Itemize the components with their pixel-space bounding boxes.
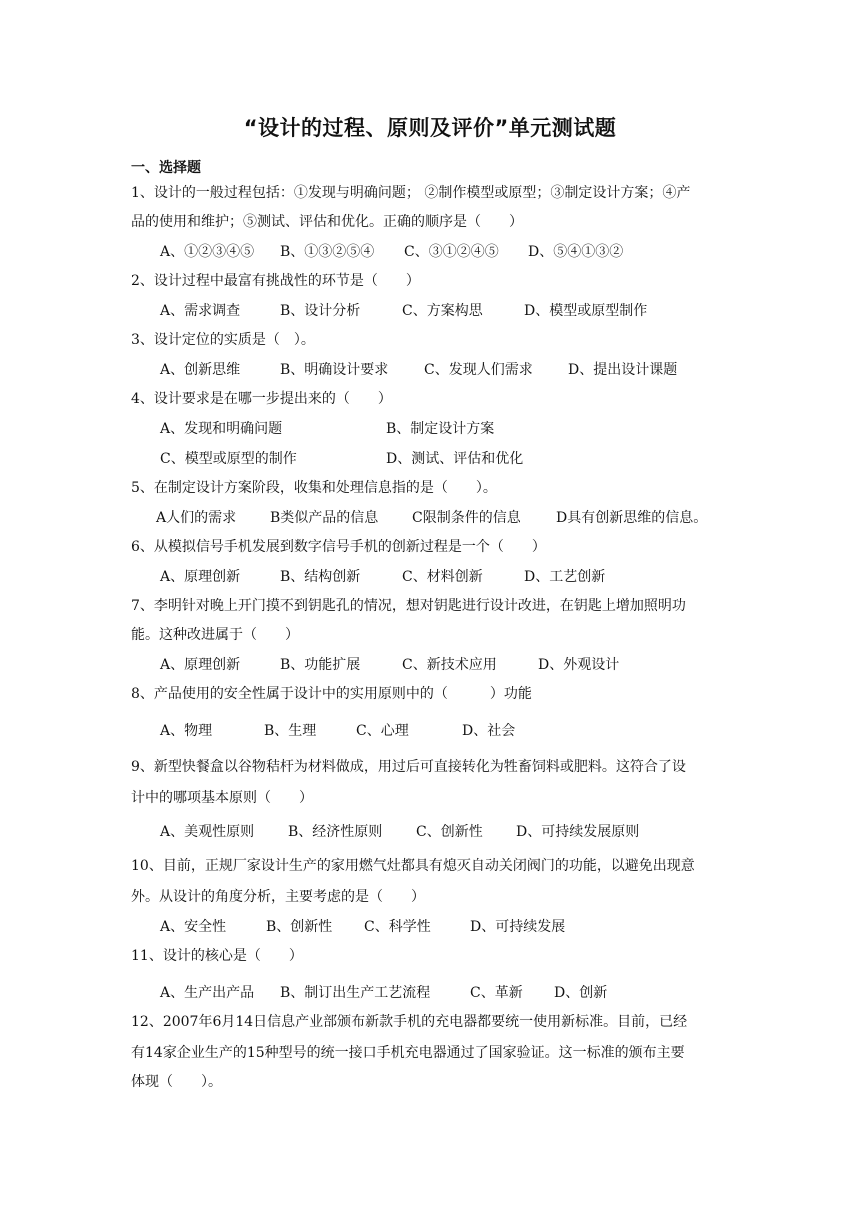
question-6-option-d: D、工艺创新	[524, 569, 606, 585]
question-5-option-b: B类似产品的信息	[270, 510, 379, 526]
question-7-option-a: A、原理创新	[160, 657, 241, 673]
question-9-option-b: B、经济性原则	[288, 824, 383, 840]
question-10-option-b: B、创新性	[266, 919, 333, 935]
question-1-line-1: 1、设计的一般过程包括：①发现与明确问题； ②制作模型或原型；③制定设计方案；④产	[131, 185, 691, 201]
question-6-option-a: A、原理创新	[160, 569, 241, 585]
question-9-option-d: D、可持续发展原则	[516, 824, 640, 840]
question-10-option-d: D、可持续发展	[470, 919, 566, 935]
question-1-option-a: A、①②③④⑤	[160, 244, 255, 260]
question-6-option-c: C、材料创新	[402, 569, 483, 585]
question-10-option-a: A、安全性	[160, 919, 227, 935]
question-6: 6、从模拟信号手机发展到数字信号手机的创新过程是一个（ ）	[131, 539, 546, 555]
question-2-option-a: A、需求调查	[160, 303, 241, 319]
question-9-option-a: A、美观性原则	[160, 824, 255, 840]
question-4-option-a: A、发现和明确问题	[160, 421, 283, 437]
question-10-line-2: 外。从设计的角度分析，主要考虑的是（ ）	[131, 889, 425, 905]
question-10-line-1: 10、目前，正规厂家设计生产的家用燃气灶都具有熄灭自动关闭阀门的功能，以避免出现意	[131, 858, 695, 874]
question-5-option-d: D具有创新思维的信息。	[556, 510, 708, 526]
question-4-option-b: B、制定设计方案	[386, 421, 495, 437]
question-12-line-2: 有14家企业生产的15种型号的统一接口手机充电器通过了国家验证。这一标准的颁布主要	[131, 1045, 685, 1061]
question-3-option-d: D、提出设计课题	[568, 362, 678, 378]
question-11-option-b: B、制订出生产工艺流程	[280, 985, 431, 1001]
question-3: 3、设计定位的实质是（ ）。	[131, 332, 315, 348]
question-10-option-c: C、科学性	[364, 919, 431, 935]
section-heading: 一、选择题	[131, 160, 201, 176]
question-7-option-c: C、新技术应用	[402, 657, 497, 673]
question-11: 11、设计的核心是（ ）	[131, 948, 303, 964]
question-5: 5、在制定设计方案阶段，收集和处理信息指的是（ ）。	[131, 480, 497, 496]
question-8-option-d: D、社会	[462, 723, 516, 739]
question-7-line-1: 7、李明针对晚上开门摸不到钥匙孔的情况，想对钥匙进行设计改进，在钥匙上增加照明功	[131, 598, 686, 614]
question-4-option-d: D、测试、评估和优化	[386, 451, 524, 467]
question-11-option-c: C、革新	[470, 985, 523, 1001]
question-5-option-c: C限制条件的信息	[412, 510, 521, 526]
question-6-option-b: B、结构创新	[280, 569, 361, 585]
question-9-line-2: 计中的哪项基本原则（ ）	[131, 790, 313, 806]
question-4-option-c: C、模型或原型的制作	[160, 451, 297, 467]
question-3-option-c: C、发现人们需求	[424, 362, 533, 378]
question-12-line-1: 12、2007年6月14日信息产业部颁布新款手机的充电器都要统一使用新标准。目前，已经	[131, 1014, 688, 1030]
question-2-option-c: C、方案构思	[402, 303, 483, 319]
question-8-option-c: C、心理	[356, 723, 409, 739]
question-4: 4、设计要求是在哪一步提出来的（ ）	[131, 391, 392, 407]
question-1-option-c: C、③①②④⑤	[404, 244, 499, 260]
question-7-line-2: 能。这种改进属于（ ）	[131, 627, 299, 643]
question-2: 2、设计过程中最富有挑战性的环节是（ ）	[131, 273, 420, 289]
question-3-option-a: A、创新思维	[160, 362, 241, 378]
question-7-option-d: D、外观设计	[538, 657, 620, 673]
question-1-line-2: 品的使用和维护；⑤测试、评估和优化。正确的顺序是（ ）	[131, 214, 523, 230]
question-1-option-b: B、①③②⑤④	[280, 244, 375, 260]
question-8-option-a: A、物理	[160, 723, 213, 739]
page-title: “设计的过程、原则及评价”单元测试题	[243, 116, 617, 140]
question-3-option-b: B、明确设计要求	[280, 362, 389, 378]
question-9-option-c: C、创新性	[416, 824, 483, 840]
question-11-option-d: D、创新	[554, 985, 608, 1001]
question-2-option-d: D、模型或原型制作	[524, 303, 648, 319]
question-2-option-b: B、设计分析	[280, 303, 361, 319]
question-8-option-b: B、生理	[264, 723, 317, 739]
question-11-option-a: A、生产出产品	[160, 985, 255, 1001]
question-7-option-b: B、功能扩展	[280, 657, 361, 673]
question-1-option-d: D、⑤④①③②	[528, 244, 624, 260]
question-9-line-1: 9、新型快餐盒以谷物秸杆为材料做成，用过后可直接转化为牲畜饲料或肥料。这符合了设	[131, 759, 686, 775]
question-5-option-a: A人们的需求	[156, 510, 237, 526]
question-8: 8、产品使用的安全性属于设计中的实用原则中的（ ）功能	[131, 686, 532, 702]
question-12-line-3: 体现（ ）。	[131, 1074, 222, 1090]
